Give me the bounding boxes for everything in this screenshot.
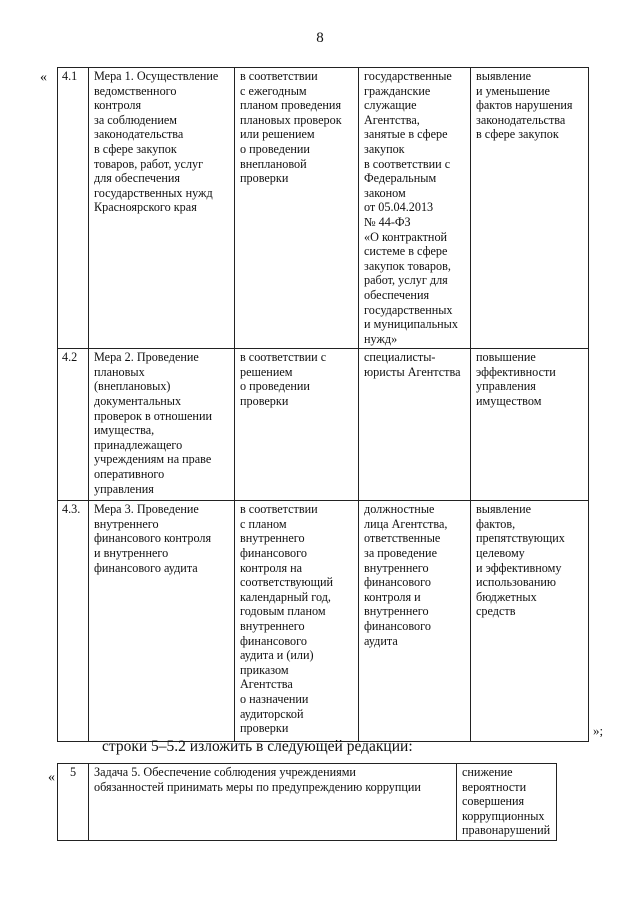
task-table xyxy=(57,763,557,841)
text-line: Агентства, xyxy=(364,112,420,127)
text-line: имуществом xyxy=(476,394,542,409)
text-line: календарный год, xyxy=(240,589,331,604)
text-line: Федеральным xyxy=(364,171,437,186)
text-line: за соблюдением xyxy=(94,112,178,127)
text-line: внеплановой xyxy=(240,156,307,171)
basis-cell xyxy=(235,501,359,742)
text-line: финансового xyxy=(240,546,307,561)
text-line: о проведении xyxy=(240,141,310,156)
executors-cell xyxy=(359,68,471,349)
text-line: законодательства xyxy=(94,127,184,142)
text-line: обязанностей принимать меры по предупреждению коррупции xyxy=(94,779,421,794)
text-line: государственных xyxy=(364,302,453,317)
text-line: в сфере закупок xyxy=(476,127,559,142)
result-cell xyxy=(471,349,589,501)
text-line: обеспечения xyxy=(364,287,430,302)
text-line: Мера 1. Осуществление xyxy=(94,69,219,83)
result-cell xyxy=(471,501,589,742)
text-line: и уменьшение xyxy=(476,83,550,98)
table-row xyxy=(58,764,557,841)
row-number: 5 xyxy=(58,764,89,841)
text-line: Агентства xyxy=(240,677,293,692)
text-line: Красноярского края xyxy=(94,200,197,215)
text-line: в соответствии xyxy=(240,69,318,83)
text-line: гражданские xyxy=(364,83,431,98)
text-line: Мера 2. Проведение xyxy=(94,350,199,365)
text-line: специалисты- xyxy=(364,350,436,365)
table-row xyxy=(58,501,589,742)
text-line: юристы Агентства xyxy=(364,364,461,379)
measure-cell xyxy=(89,501,235,742)
text-line: служащие xyxy=(364,98,417,113)
task-cell xyxy=(89,764,457,841)
measure-cell xyxy=(89,349,235,501)
text-line: внутреннего xyxy=(364,560,429,575)
text-line: управления xyxy=(476,379,536,394)
text-line: Мера 3. Проведение xyxy=(94,502,199,517)
text-line: средств xyxy=(476,604,516,619)
text-line: контроля на xyxy=(240,560,303,575)
text-line: финансового xyxy=(240,633,307,648)
text-line: Задача 5. Обеспечение соблюдения учреждениями xyxy=(94,765,356,779)
text-line: закупок товаров, xyxy=(364,258,451,273)
text-line: аудита и (или) xyxy=(240,648,314,663)
text-line: повышение xyxy=(476,350,536,365)
text-line: государственных нужд xyxy=(94,185,213,200)
text-line: внутреннего xyxy=(364,604,429,619)
text-line: законом xyxy=(364,185,406,200)
text-line: проверки xyxy=(240,171,289,186)
text-line: занятые в сфере xyxy=(364,127,448,142)
text-line: планом проведения xyxy=(240,98,342,113)
basis-cell xyxy=(235,68,359,349)
text-line: выявление xyxy=(476,69,532,83)
text-line: за проведение xyxy=(364,546,437,561)
text-line: должностные xyxy=(364,502,435,517)
text-line: выявление xyxy=(476,502,532,517)
text-line: плановых проверок xyxy=(240,112,342,127)
closing-quote: »; xyxy=(593,723,604,738)
text-line: государственные xyxy=(364,69,452,83)
text-line: правонарушений xyxy=(462,823,551,838)
text-line: фактов нарушения xyxy=(476,98,573,113)
text-line: о назначении xyxy=(240,692,309,706)
text-line: финансового контроля xyxy=(94,531,212,546)
text-line: снижение xyxy=(462,765,513,779)
text-line: в соответствии с xyxy=(364,156,451,171)
text-line: работ, услуг для xyxy=(364,273,448,288)
text-line: от 05.04.2013 xyxy=(364,200,434,215)
text-line: (внеплановых) xyxy=(94,379,171,394)
text-line: ответственные xyxy=(364,531,441,546)
result-cell xyxy=(457,764,557,841)
text-line: препятствующих xyxy=(476,531,565,546)
text-line: или решением xyxy=(240,127,315,142)
text-line: лица Агентства, xyxy=(364,516,448,531)
text-line: системе в сфере xyxy=(364,244,448,259)
text-line: финансового xyxy=(364,575,431,590)
text-line: плановых xyxy=(94,364,145,379)
text-line: вероятности xyxy=(462,779,527,794)
text-line: «О контрактной xyxy=(364,229,448,244)
text-line: использованию xyxy=(476,575,557,590)
text-line: оперативного xyxy=(94,467,165,482)
text-line: проверки xyxy=(240,394,289,409)
open-quote-table1: « xyxy=(40,70,47,85)
text-line: имущества, xyxy=(94,423,155,438)
text-line: с ежегодным xyxy=(240,83,307,98)
text-line: коррупционных xyxy=(462,808,545,823)
text-line: о проведении xyxy=(240,379,310,394)
text-line: и муниципальных xyxy=(364,317,458,332)
open-quote-table2: « xyxy=(48,770,55,785)
measures-table xyxy=(57,67,589,742)
text-line: и внутреннего xyxy=(94,546,169,561)
text-line: соответствующий xyxy=(240,575,334,590)
row-number: 4.1 xyxy=(58,68,89,349)
text-line: № 44-ФЗ xyxy=(364,214,411,229)
text-line: с планом xyxy=(240,516,287,531)
text-line: учреждениям на праве xyxy=(94,452,212,467)
text-line: в соответствии с xyxy=(240,350,327,365)
instruction-text: строки 5–5.2 изложить в следующей редакции: xyxy=(102,738,413,755)
text-line: внутреннего xyxy=(240,531,305,546)
text-line: товаров, работ, услуг xyxy=(94,156,204,171)
text-line: решением xyxy=(240,364,293,379)
table-row xyxy=(58,349,589,501)
text-line: эффективности xyxy=(476,364,556,379)
text-line: контроля xyxy=(94,98,142,113)
text-line: проверок в отношении xyxy=(94,408,212,423)
page-number: 8 xyxy=(316,30,324,46)
text-line: финансового аудита xyxy=(94,560,198,575)
executors-cell xyxy=(359,349,471,501)
result-cell xyxy=(471,68,589,349)
text-line: в соответствии xyxy=(240,502,318,517)
row-number: 4.2 xyxy=(58,349,89,501)
table-row xyxy=(58,68,589,349)
executors-cell xyxy=(359,501,471,742)
text-line: ведомственного xyxy=(94,83,177,98)
text-line: документальных xyxy=(94,394,182,409)
text-line: бюджетных xyxy=(476,589,537,604)
measure-cell xyxy=(89,68,235,349)
text-line: для обеспечения xyxy=(94,171,181,186)
text-line: и эффективному xyxy=(476,560,562,575)
text-line: целевому xyxy=(476,546,525,561)
text-line: внутреннего xyxy=(240,619,305,634)
basis-cell xyxy=(235,349,359,501)
text-line: в сфере закупок xyxy=(94,141,177,156)
text-line: годовым планом xyxy=(240,604,326,619)
text-line: внутреннего xyxy=(94,516,159,531)
text-line: совершения xyxy=(462,794,525,809)
text-line: контроля и xyxy=(364,589,421,604)
row-number: 4.3. xyxy=(58,501,89,742)
text-line: финансового xyxy=(364,619,431,634)
text-line: законодательства xyxy=(476,112,566,127)
text-line: нужд» xyxy=(364,331,398,346)
text-line: приказом xyxy=(240,662,289,677)
text-line: аудита xyxy=(364,633,398,648)
text-line: аудиторской xyxy=(240,706,304,721)
text-line: принадлежащего xyxy=(94,437,183,452)
text-line: фактов, xyxy=(476,516,516,531)
text-line: закупок xyxy=(364,141,405,156)
text-line: проверки xyxy=(240,721,289,736)
text-line: управления xyxy=(94,481,154,496)
